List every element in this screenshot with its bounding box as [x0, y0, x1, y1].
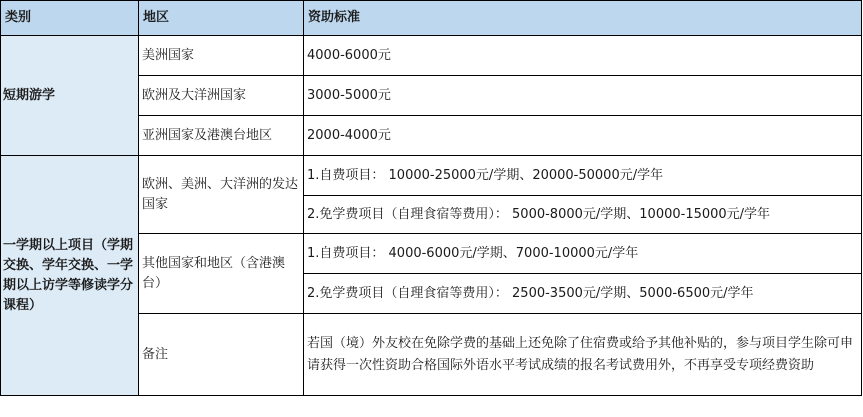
header-row [1, 1, 862, 36]
region-cell: 欧洲及大洋洲国家 [139, 76, 304, 116]
standard-cell: 3000-5000元 [304, 76, 862, 116]
region-cell: 欧洲、美洲、大洋洲的发达国家 [139, 156, 304, 234]
standard-cell: 2000-4000元 [304, 116, 862, 156]
table-row [1, 156, 862, 196]
header-region: 地区 [139, 1, 304, 36]
category-short-term: 短期游学 [1, 36, 139, 156]
region-cell: 其他国家和地区（含港澳台） [139, 234, 304, 314]
region-cell: 亚洲国家及港澳台地区 [139, 116, 304, 156]
standard-cell: 2.免学费项目（自理食宿等费用）： 2500-3500元/学期、5000-6500元/学年 [304, 274, 862, 314]
table-row [1, 36, 862, 76]
standard-cell: 1.自费项目： 10000-25000元/学期、20000-50000元/学年 [304, 156, 862, 196]
standard-cell: 2.免学费项目（自理食宿等费用）： 5000-8000元/学期、10000-15000元/学年 [304, 196, 862, 234]
category-long-term: 一学期以上项目（学期交换、学年交换、一学期以上访学等修读学分课程） [1, 156, 139, 396]
standard-cell: 1.自费项目： 4000-6000元/学期、7000-10000元/学年 [304, 234, 862, 274]
header-standard: 资助标准 [304, 1, 862, 36]
note-text: 若国（境）外友校在免除学费的基础上还免除了住宿费或给予其他补贴的，参与项目学生除可申请获得一次性资助合格国际外语水平考试成绩的报名考试费用外，不再享受专项经费资助 [304, 314, 862, 396]
standard-cell: 4000-6000元 [304, 36, 862, 76]
note-label: 备注 [139, 314, 304, 396]
region-cell: 美洲国家 [139, 36, 304, 76]
header-category: 类别 [1, 1, 139, 36]
